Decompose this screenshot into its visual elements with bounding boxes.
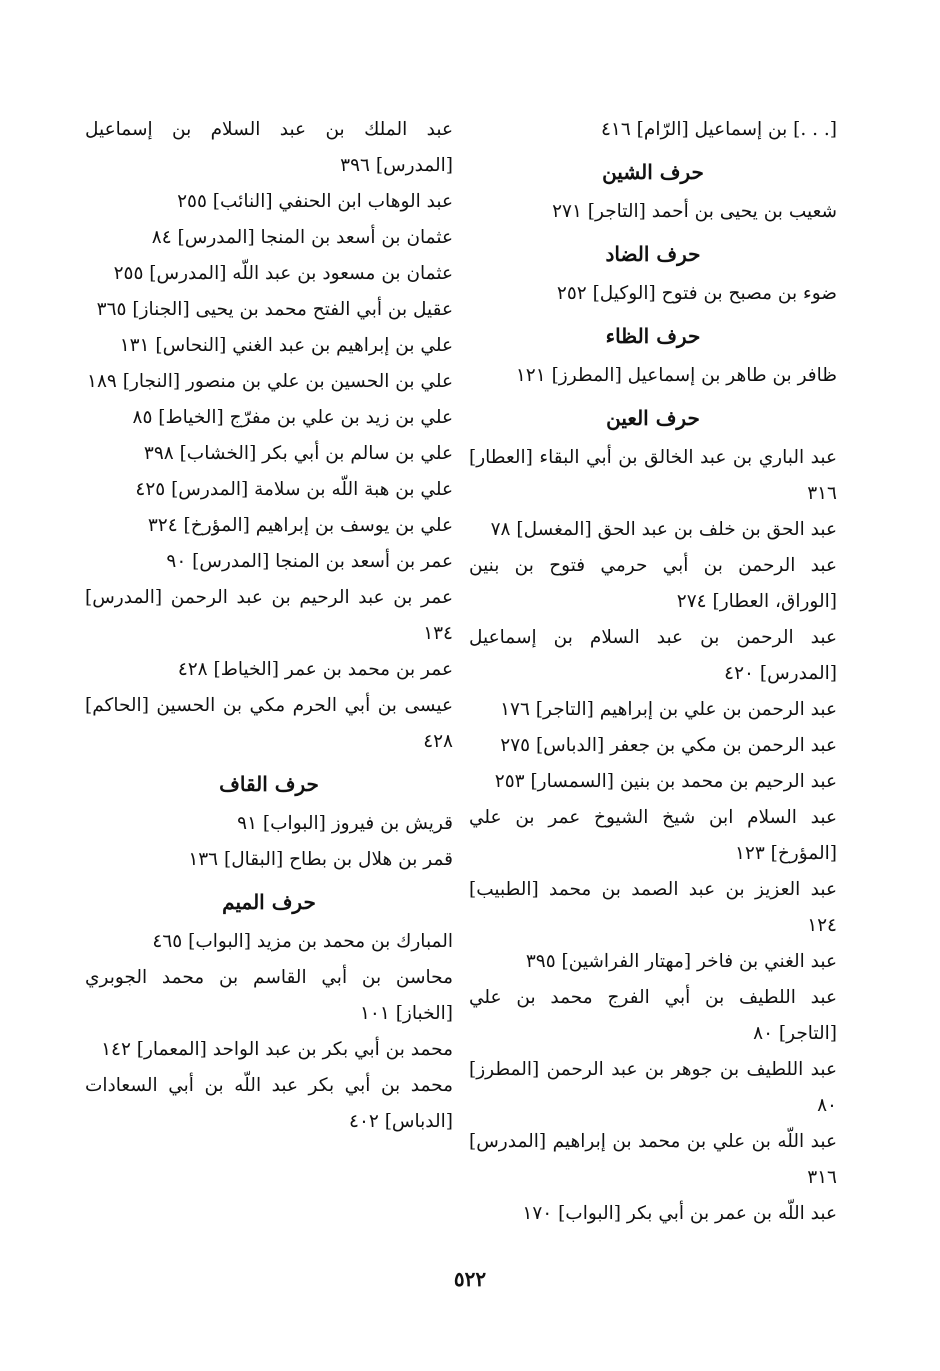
index-entry: عثمان بن أسعد بن المنجا [المدرس] ٨٤ <box>151 227 453 248</box>
index-entry: عبد الرحمن بن مكي بن جعفر [الدباس] ٢٧٥ <box>500 735 837 756</box>
index-entry: عبد السلام ابن شيخ الشيوخ عمر بن علي [المؤرخ] ١٢٣ <box>469 807 837 864</box>
index-entry: عبد الرحمن بن أبي حرمي فتوح بن بنين [الوراق، العطار] ٢٧٤ <box>469 555 837 612</box>
index-entry: محمد بن أبي بكر عبد اللّه بن أبي السعادات [الدباس] ٤٠٢ <box>85 1075 453 1132</box>
right-column <box>469 112 837 1232</box>
index-entry: شعيب بن يحيى بن أحمد [التاجر] ٢٧١ <box>552 201 837 222</box>
index-entry: عمر بن أسعد بن المنجا [المدرس] ٩٠ <box>166 551 453 572</box>
index-entry: عبد الرحمن بن عبد السلام بن إسماعيل [المدرس] ٤٢٠ <box>469 627 837 684</box>
index-entry: عبد الرحمن بن علي بن إبراهيم [التاجر] ١٧٦ <box>500 699 837 720</box>
index-entry: عبد الملك بن عبد السلام بن إسماعيل [المدرس] ٣٩٦ <box>85 119 453 176</box>
index-entry: علي بن سالم بن أبي بكر [الخشاب] ٣٩٨ <box>143 443 453 464</box>
section-heading: حرف العين <box>606 406 700 430</box>
index-entry: علي بن زيد بن علي بن مفرّج [الخياط] ٨٥ <box>132 407 453 428</box>
index-entry: عبد العزيز بن عبد الصمد بن محمد [الطبيب] ١٢٤ <box>469 879 837 936</box>
index-entry: عمر بن محمد بن عمر [الخياط] ٤٢٨ <box>177 659 453 680</box>
index-entry: محاسن بن أبي القاسم بن محمد الجوبري [الخباز] ١٠١ <box>85 967 453 1024</box>
index-entry: عيسى بن أبي الحرم مكي بن الحسين [الحاكم] ٤٢٨ <box>85 695 453 752</box>
index-entry: ظافر بن طاهر بن إسماعيل [المطرز] ١٢١ <box>515 365 837 386</box>
index-entry: علي بن يوسف بن إبراهيم [المؤرخ] ٣٢٤ <box>147 515 453 536</box>
index-entry: عمر بن عبد الرحيم بن عبد الرحمن [المدرس] ١٣٤ <box>85 587 453 644</box>
index-entry: ضوء بن مصبح بن فتوح [الوكيل] ٢٥٢ <box>556 283 837 304</box>
index-entry: علي بن إبراهيم بن عبد الغني [النحاس] ١٣١ <box>119 335 453 356</box>
index-entry: علي بن هبة اللّه بن سلامة [المدرس] ٤٢٥ <box>135 479 453 500</box>
index-entry: محمد بن أبي بكر بن عبد الواحد [المعمار] ١٤٢ <box>101 1039 453 1060</box>
index-entry: عبد الغني بن فاخر [مهتار الفراشين] ٣٩٥ <box>525 951 837 972</box>
index-entry: عبد الرحيم بن محمد بن بنين [السمسار] ٢٥٣ <box>494 771 837 792</box>
index-entry: عبد اللّه بن علي بن محمد بن إبراهيم [المدرس] ٣١٦ <box>469 1131 837 1188</box>
index-entry: عبد الباري بن عبد الخالق بن أبي البقاء [العطار] ٣١٦ <box>469 447 837 504</box>
index-entry: عثمان بن مسعود بن عبد اللّه [المدرس] ٢٥٥ <box>113 263 453 284</box>
index-entry: قريش بن فيروز [البواب] ٩١ <box>237 813 453 834</box>
section-heading: حرف الضاد <box>605 242 701 266</box>
index-entry: عبد اللطيف بن جوهر بن عبد الرحمن [المطرز] ٨٠ <box>469 1059 837 1116</box>
index-entry: عقيل بن أبي الفتح محمد بن يحيى [الجناز] ٣٦٥ <box>96 299 453 320</box>
section-heading: حرف الظاء <box>605 324 701 348</box>
index-entry: [. . .] بن إسماعيل [الرّام] ٤١٦ <box>600 119 837 140</box>
index-entry: عبد اللطيف بن أبي الفرج محمد بن علي [التاجر] ٨٠ <box>469 987 837 1044</box>
index-entry: المبارك بن محمد بن مزيد [البواب] ٤٦٥ <box>152 931 453 952</box>
section-heading: حرف الميم <box>222 890 316 914</box>
index-entry: عبد اللّه بن عمر بن أبي بكر [البواب] ١٧٠ <box>522 1203 837 1224</box>
index-entry: قمر بن هلال بن بطاح [البقال] ١٣٦ <box>188 849 453 870</box>
index-entry: عبد الحق بن خلف بن عبد الحق [المغسل] ٧٨ <box>490 519 837 540</box>
page-number: ٥٢٢ <box>453 1267 487 1291</box>
index-entry: علي بن الحسين بن علي بن منصور [النجار] ١٨٩ <box>87 371 453 392</box>
section-heading: حرف القاف <box>219 772 319 796</box>
left-column <box>85 112 453 1140</box>
section-heading: حرف الشين <box>602 160 704 184</box>
index-entry: عبد الوهاب ابن الحنفي [النائب] ٢٥٥ <box>177 191 453 212</box>
